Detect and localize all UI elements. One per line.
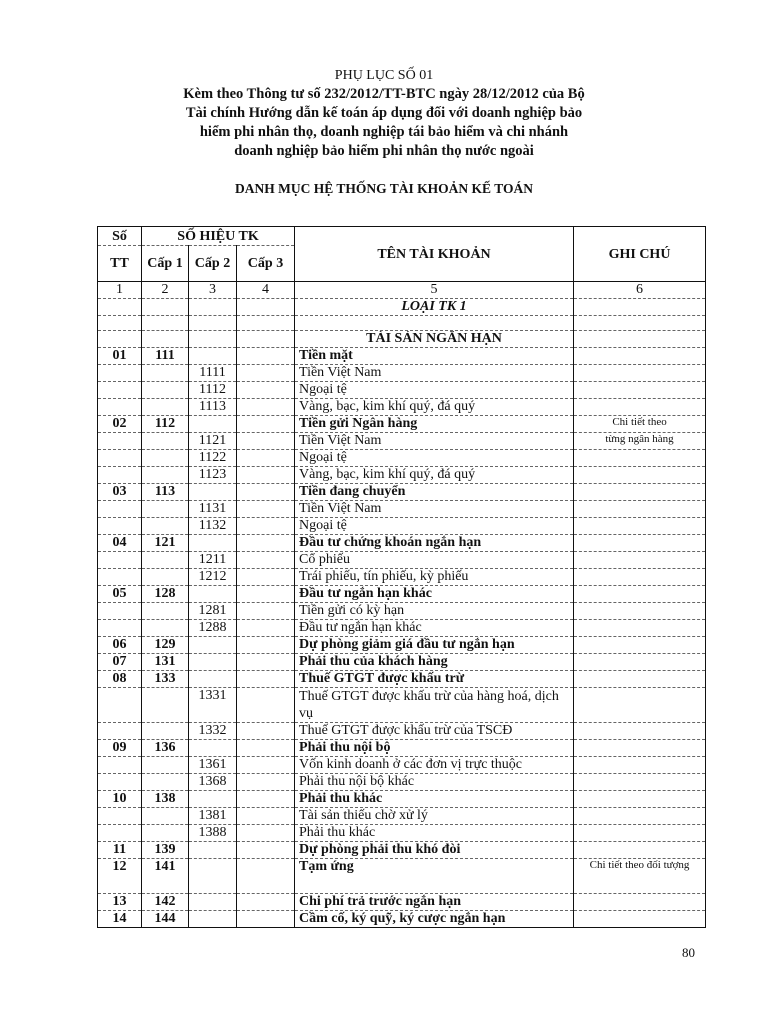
row-cap3 [237,484,295,501]
row-cap2 [189,894,237,911]
table-row [98,791,706,808]
row-account-name: Cổ phiếu [295,552,574,569]
row-cap1: 144 [142,911,189,928]
row-tt: 11 [98,842,142,859]
row-cap2 [189,671,237,688]
row-note [574,467,706,484]
row-cap1 [142,382,189,399]
row-cap2 [189,586,237,603]
row-cap2: 1121 [189,433,237,450]
row-tt [98,433,142,450]
table-row [98,316,706,331]
row-note [574,450,706,467]
row-cap1 [142,399,189,416]
row-cap1: 139 [142,842,189,859]
row-cap3 [237,911,295,928]
row-account-name: Cầm cố, ký quỹ, ký cược ngắn hạn [295,911,574,928]
row-note [574,654,706,671]
column-number-row [98,282,706,299]
row-account-name: Tiền gửi có kỳ hạn [295,603,574,620]
row-note [574,535,706,552]
column-number: 5 [295,282,574,299]
row-tt [98,316,142,331]
row-cap3 [237,467,295,484]
row-cap2: 1123 [189,467,237,484]
row-account-name: Phải thu nội bộ khác [295,774,574,791]
row-cap3 [237,671,295,688]
row-note [574,603,706,620]
row-tt [98,552,142,569]
header-cap3: Cấp 3 [237,246,295,282]
header-ten-tai-khoan: TÊN TÀI KHOẢN [295,227,574,282]
row-note [574,791,706,808]
row-tt [98,603,142,620]
row-cap1 [142,450,189,467]
row-tt: 10 [98,791,142,808]
row-account-name: Ngoại tệ [295,450,574,467]
row-cap1: 133 [142,671,189,688]
table-row [98,825,706,842]
row-cap2 [189,637,237,654]
table-row [98,842,706,859]
row-cap2 [189,299,237,316]
row-cap1 [142,757,189,774]
row-tt: 06 [98,637,142,654]
row-tt [98,774,142,791]
row-cap3 [237,365,295,382]
row-cap3 [237,535,295,552]
row-cap1: 136 [142,740,189,757]
table-row [98,603,706,620]
row-tt: 02 [98,416,142,433]
table-row [98,774,706,791]
row-cap1 [142,467,189,484]
row-note [574,365,706,382]
row-note [574,842,706,859]
row-cap3 [237,569,295,586]
table-row [98,586,706,603]
row-note [574,740,706,757]
row-cap1: 121 [142,535,189,552]
row-cap2: 1332 [189,723,237,740]
row-cap1 [142,299,189,316]
table-row [98,467,706,484]
row-tt: 12 [98,859,142,894]
table-row [98,740,706,757]
row-tt [98,620,142,637]
row-cap2: 1113 [189,399,237,416]
row-cap2: 1132 [189,518,237,535]
table-row [98,331,706,348]
document-header [0,66,768,197]
row-account-name: Phải thu nội bộ [295,740,574,757]
row-cap2: 1211 [189,552,237,569]
row-account-name: Vàng, bạc, kim khí quý, đá quý [295,467,574,484]
header-so-hieu-tk: SỐ HIỆU TK [142,227,295,246]
table-row [98,399,706,416]
row-cap2 [189,535,237,552]
row-cap1: 138 [142,791,189,808]
account-table [97,226,706,928]
row-cap2: 1368 [189,774,237,791]
table-row [98,450,706,467]
row-cap3 [237,518,295,535]
row-tt [98,825,142,842]
row-tt [98,501,142,518]
row-tt: 07 [98,654,142,671]
header-so: Số [98,227,142,246]
row-note [574,894,706,911]
header-tt: TT [98,246,142,282]
row-note [574,671,706,688]
row-cap3 [237,808,295,825]
annex-label: PHỤ LỤC SỐ 01 [334,68,434,83]
row-cap1 [142,825,189,842]
row-cap1: 131 [142,654,189,671]
row-account-name: Phải thu của khách hàng [295,654,574,671]
row-tt [98,757,142,774]
reference-line-2: Tài chính Hướng dẫn kế toán áp dụng đối với doanh nghiệp bảo [185,105,583,121]
row-note [574,637,706,654]
row-cap1 [142,569,189,586]
row-tt [98,450,142,467]
row-cap1: 113 [142,484,189,501]
row-account-name: Tiền Việt Nam [295,365,574,382]
row-cap1 [142,433,189,450]
row-tt [98,365,142,382]
row-note [574,518,706,535]
row-cap1 [142,331,189,348]
row-cap3 [237,552,295,569]
table-row [98,518,706,535]
row-cap3 [237,825,295,842]
row-cap1 [142,774,189,791]
row-account-name: Phải thu khác [295,825,574,842]
row-cap3 [237,842,295,859]
row-cap2 [189,331,237,348]
row-cap1 [142,518,189,535]
row-note: Chi tiết theo đối tượng [574,859,706,894]
row-cap2: 1111 [189,365,237,382]
row-tt: 05 [98,586,142,603]
row-note [574,331,706,348]
row-account-name: Tài sản thiếu chờ xử lý [295,808,574,825]
row-tt [98,688,142,723]
row-cap3 [237,774,295,791]
row-cap2: 1381 [189,808,237,825]
row-note [574,348,706,365]
row-cap1 [142,620,189,637]
page-number: 80 [682,945,695,960]
reference-line-4: doanh nghiệp bảo hiểm phi nhân thọ nước ngoài [234,143,534,159]
row-cap2 [189,316,237,331]
table-row [98,757,706,774]
row-cap2 [189,654,237,671]
row-tt [98,331,142,348]
row-cap3 [237,299,295,316]
row-cap2: 1388 [189,825,237,842]
table-row [98,723,706,740]
row-tt: 09 [98,740,142,757]
row-cap1: 112 [142,416,189,433]
row-account-name: Ngoại tệ [295,518,574,535]
row-account-name: TÀI SẢN NGẮN HẠN [295,331,574,348]
row-cap2: 1112 [189,382,237,399]
row-cap1 [142,603,189,620]
row-cap3 [237,316,295,331]
table-row [98,501,706,518]
row-cap3 [237,416,295,433]
row-note [574,399,706,416]
row-cap1 [142,316,189,331]
row-account-name: LOẠI TK 1 [295,299,574,316]
row-cap3 [237,723,295,740]
row-cap3 [237,331,295,348]
row-account-name: Thuế GTGT được khấu trừ của TSCĐ [295,723,574,740]
column-number: 1 [98,282,142,299]
row-cap1: 111 [142,348,189,365]
row-note [574,757,706,774]
row-cap3 [237,894,295,911]
header-ghi-chu: GHI CHÚ [574,227,706,282]
table-row [98,569,706,586]
row-cap3 [237,603,295,620]
row-account-name: Tiền đang chuyển [295,484,574,501]
row-cap3 [237,586,295,603]
row-tt: 14 [98,911,142,928]
row-note [574,825,706,842]
row-note [574,688,706,723]
row-cap2 [189,791,237,808]
row-note [574,382,706,399]
row-account-name: Dự phòng giảm giá đầu tư ngắn hạn [295,637,574,654]
row-account-name: Dự phòng phải thu khó đòi [295,842,574,859]
row-cap3 [237,348,295,365]
row-cap1 [142,552,189,569]
table-row [98,859,706,894]
row-note: Chi tiết theo [574,416,706,433]
row-account-name: Vốn kinh doanh ở các đơn vị trực thuộc [295,757,574,774]
table-row [98,484,706,501]
row-cap2: 1122 [189,450,237,467]
row-account-name: Chi phí trả trước ngắn hạn [295,894,574,911]
row-tt [98,399,142,416]
row-cap3 [237,637,295,654]
table-row [98,894,706,911]
row-account-name: Tạm ứng [295,859,574,894]
row-cap2: 1331 [189,688,237,723]
row-cap2 [189,484,237,501]
row-cap2 [189,416,237,433]
row-cap2: 1131 [189,501,237,518]
row-cap3 [237,620,295,637]
row-account-name: Đầu tư chứng khoán ngắn hạn [295,535,574,552]
row-cap1: 141 [142,859,189,894]
row-tt [98,299,142,316]
row-cap3 [237,757,295,774]
row-note [574,299,706,316]
row-account-name: Trái phiếu, tín phiếu, kỳ phiếu [295,569,574,586]
row-cap1 [142,688,189,723]
table-row [98,637,706,654]
column-number: 3 [189,282,237,299]
row-cap3 [237,791,295,808]
row-account-name: Đầu tư ngắn hạn khác [295,620,574,637]
row-cap2 [189,348,237,365]
row-cap3 [237,688,295,723]
table-row [98,688,706,723]
row-cap2: 1212 [189,569,237,586]
table-row [98,552,706,569]
table-row [98,348,706,365]
table-row [98,299,706,316]
row-note: từng ngân hàng [574,433,706,450]
row-cap2: 1281 [189,603,237,620]
row-account-name: Thuế GTGT được khấu trừ của hàng hoá, dịch vụ [295,688,574,723]
reference-line-1: Kèm theo Thông tư số 232/2012/TT-BTC ngày 28/12/2012 của Bộ [183,86,585,102]
header-cap1: Cấp 1 [142,246,189,282]
row-note [574,911,706,928]
row-cap3 [237,399,295,416]
row-tt [98,569,142,586]
row-cap2 [189,842,237,859]
row-tt [98,723,142,740]
row-tt [98,808,142,825]
row-account-name [295,316,574,331]
document-title: DANH MỤC HỆ THỐNG TÀI KHOẢN KẾ TOÁN [235,181,533,196]
row-account-name: Tiền mặt [295,348,574,365]
row-tt: 03 [98,484,142,501]
row-cap3 [237,501,295,518]
row-tt: 13 [98,894,142,911]
header-cap2: Cấp 2 [189,246,237,282]
table-row [98,911,706,928]
column-number: 6 [574,282,706,299]
row-cap1 [142,808,189,825]
table-row [98,620,706,637]
row-cap1: 128 [142,586,189,603]
row-note [574,774,706,791]
row-cap3 [237,740,295,757]
row-cap1: 142 [142,894,189,911]
table-row [98,671,706,688]
row-cap1: 129 [142,637,189,654]
row-cap2 [189,740,237,757]
row-cap3 [237,654,295,671]
column-number: 2 [142,282,189,299]
row-tt: 08 [98,671,142,688]
row-cap1 [142,723,189,740]
row-note [574,569,706,586]
row-note [574,808,706,825]
row-tt: 04 [98,535,142,552]
row-note [574,501,706,518]
row-cap1 [142,365,189,382]
table-row [98,654,706,671]
row-account-name: Ngoại tệ [295,382,574,399]
row-cap1 [142,501,189,518]
row-account-name: Tiền gửi Ngân hàng [295,416,574,433]
row-account-name: Tiền Việt Nam [295,433,574,450]
row-cap2 [189,911,237,928]
table-row [98,808,706,825]
row-note [574,552,706,569]
row-account-name: Đầu tư ngắn hạn khác [295,586,574,603]
table-row [98,416,706,433]
row-note [574,620,706,637]
row-tt [98,518,142,535]
row-note [574,586,706,603]
row-cap2 [189,859,237,894]
table-row [98,365,706,382]
row-account-name: Vàng, bạc, kim khí quý, đá quý [295,399,574,416]
row-tt: 01 [98,348,142,365]
row-tt [98,382,142,399]
table-row [98,382,706,399]
table-row [98,433,706,450]
row-account-name: Phải thu khác [295,791,574,808]
row-cap2: 1288 [189,620,237,637]
row-note [574,484,706,501]
table-row [98,535,706,552]
row-account-name: Thuế GTGT được khấu trừ [295,671,574,688]
row-cap3 [237,450,295,467]
reference-line-3: hiểm phi nhân thọ, doanh nghiệp tái bảo hiểm và chi nhánh [199,124,569,140]
row-cap3 [237,382,295,399]
row-cap2: 1361 [189,757,237,774]
row-note [574,723,706,740]
row-cap3 [237,859,295,894]
row-cap3 [237,433,295,450]
row-note [574,316,706,331]
row-tt [98,467,142,484]
column-number: 4 [237,282,295,299]
row-account-name: Tiền Việt Nam [295,501,574,518]
